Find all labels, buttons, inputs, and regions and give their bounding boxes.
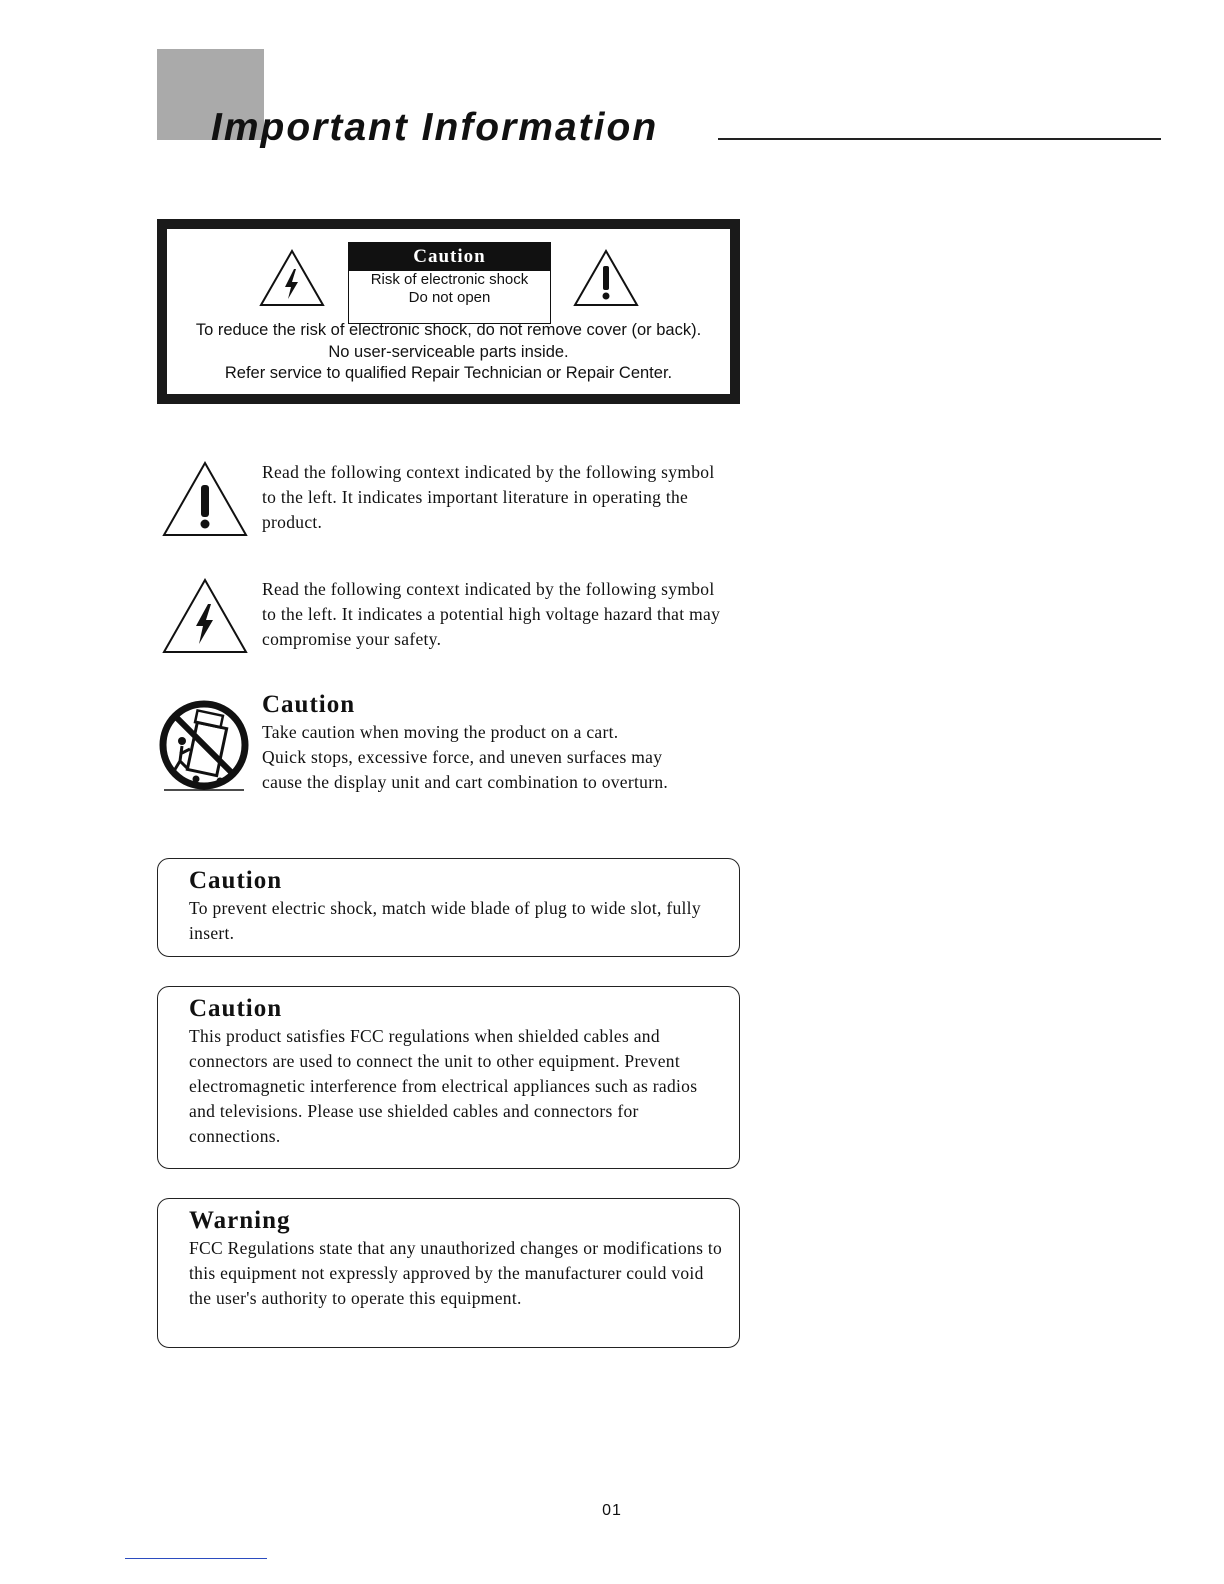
cart-caution <box>262 690 732 795</box>
footer-link-underline <box>125 1558 267 1559</box>
cart-caution-line-3: cause the display unit and cart combination to overturn. <box>262 772 669 792</box>
shock-text-line-3: Refer service to qualified Repair Technician or Repair Center. <box>224 364 673 382</box>
fcc-warning-box <box>157 1198 740 1348</box>
cart-caution-line-2: Quick stops, excessive force, and uneven surfaces may <box>262 747 663 767</box>
caution-label-line-1: Risk of electronic shock <box>370 271 529 288</box>
fcc-caution-title: Caution <box>189 995 283 1022</box>
title-rule <box>718 138 1161 140</box>
shock-warning-label-inner <box>167 229 730 394</box>
shock-text-line-2: No user-serviceable parts inside. <box>328 342 569 361</box>
fcc-warning-title: Warning <box>189 1207 291 1234</box>
voltage-symbol-icon <box>162 578 248 654</box>
fcc-warning-body: FCC Regulations state that any unauthorized changes or modifications to this equipment not expressly approved by the manufacturer could void the user's authority to operate this equipment. <box>189 1238 723 1308</box>
shock-warning-text <box>167 320 730 385</box>
exclamation-icon <box>573 249 639 307</box>
page-number: 01 <box>602 1502 622 1519</box>
cart-caution-title: Caution <box>262 691 356 718</box>
cart-tipover-icon <box>158 699 252 793</box>
high-voltage-icon <box>259 249 325 307</box>
shock-text-line-1: To reduce the risk of electronic shock, do not remove cover (or back). <box>195 321 702 339</box>
plug-caution-body: To prevent electric shock, match wide blade of plug to wide slot, fully insert. <box>189 898 701 943</box>
cart-caution-line-1: Take caution when moving the product on a cart. <box>262 722 619 742</box>
fcc-caution-box <box>157 986 740 1169</box>
fcc-caution-body: This product satisfies FCC regulations when shielded cables and connectors are used to connect the unit to other equipment. Prevent electromagnetic interference from electrical appliances such as radios and televisions. Please use shielded cables and connectors for connections. <box>189 1026 698 1146</box>
page-title: Important Information <box>211 106 659 149</box>
shock-warning-label <box>157 219 740 404</box>
voltage-symbol-text: Read the following context indicated by the following symbol to the left. It indicates a potential high voltage hazard that may compromise your safety. <box>262 579 721 649</box>
exclamation-symbol-text: Read the following context indicated by the following symbol to the left. It indicates important literature in operating the product. <box>262 462 715 532</box>
caution-label <box>348 242 551 324</box>
exclamation-symbol-icon <box>162 461 248 537</box>
caution-label-heading: Caution <box>349 243 550 271</box>
plug-caution-box <box>157 858 740 957</box>
caution-label-line-2: Do not open <box>408 289 491 306</box>
plug-caution-title: Caution <box>189 867 283 894</box>
